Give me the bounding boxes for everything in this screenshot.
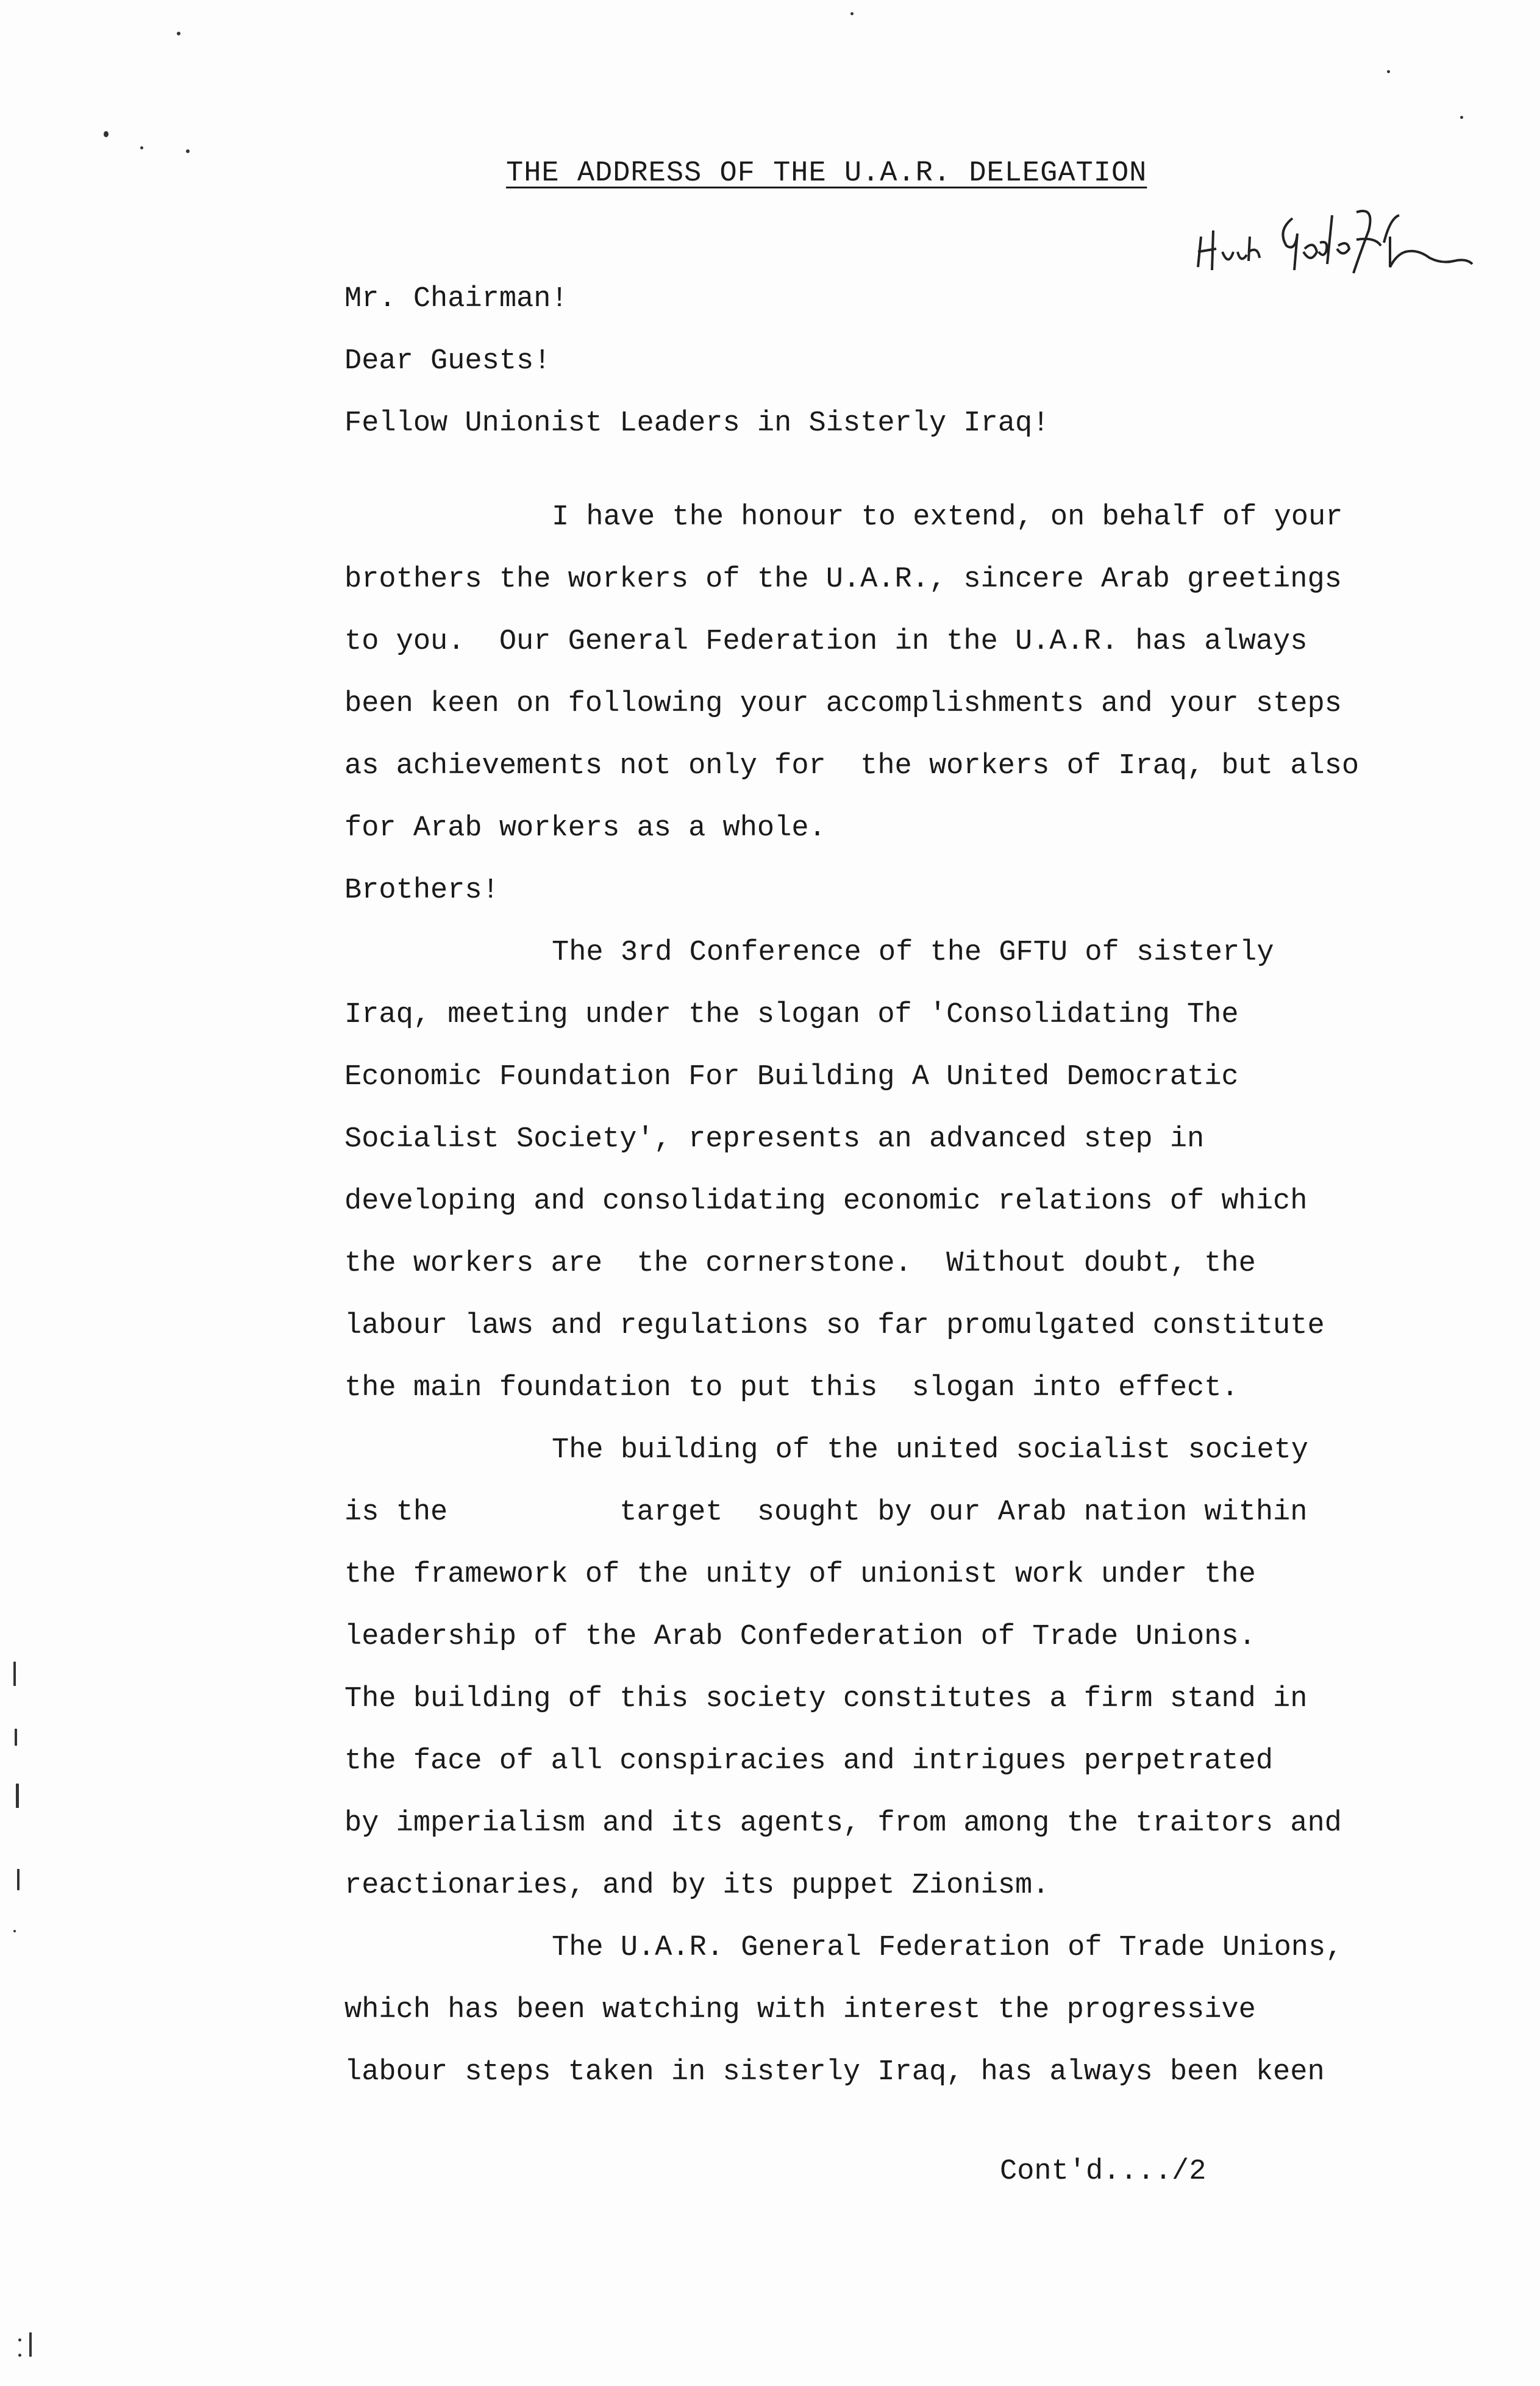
salutation-unionist-leaders: Fellow Unionist Leaders in Sisterly Iraq! xyxy=(344,407,1050,440)
paragraph-2-line: Socialist Society', represents an advanced step in xyxy=(344,1123,1205,1155)
scan-speck xyxy=(140,146,143,149)
paragraph-1-line: to you. Our General Federation in the U.A.R. has always xyxy=(344,626,1308,658)
brothers-salutation: Brothers! xyxy=(344,874,499,907)
scan-speck xyxy=(104,131,109,137)
paragraph-4-line: The U.A.R. General Federation of Trade Unions, xyxy=(552,1932,1343,1964)
paragraph-3-line: the framework of the unity of unionist work under the xyxy=(344,1559,1256,1591)
scan-speck xyxy=(177,32,180,35)
letter-body xyxy=(344,268,1460,2104)
document-title: THE ADDRESS OF THE U.A.R. DELEGATION xyxy=(506,157,1147,190)
paragraph-1-line: for Arab workers as a whole. xyxy=(344,812,826,845)
scan-speck xyxy=(13,1930,16,1932)
paragraph-3-line: by imperialism and its agents, from among the traitors and xyxy=(344,1807,1342,1840)
salutation-chairman: Mr. Chairman! xyxy=(344,283,568,315)
scan-speck xyxy=(850,12,854,15)
paragraph-1-line: I have the honour to extend, on behalf of your xyxy=(552,501,1343,534)
scan-speck xyxy=(186,149,190,153)
paragraph-4-line: which has been watching with interest the progressive xyxy=(344,1994,1256,2026)
paragraph-3-line: the face of all conspiracies and intrigues perpetrated xyxy=(344,1745,1274,1777)
paragraph-2-line: Iraq, meeting under the slogan of 'Consolidating The xyxy=(344,999,1239,1031)
scan-speck xyxy=(17,1869,20,1890)
paragraph-2-line: developing and consolidating economic relations of which xyxy=(344,1185,1308,1218)
salutation-guests: Dear Guests! xyxy=(344,345,551,377)
scan-speck xyxy=(16,1784,19,1808)
continuation-note: Cont'd..../2 xyxy=(1000,2156,1207,2188)
paragraph-1-line: been keen on following your accomplishments and your steps xyxy=(344,688,1342,720)
paragraph-3-line: is the target sought by our Arab nation within xyxy=(344,1496,1308,1529)
paragraph-2-line: the main foundation to put this slogan into effect. xyxy=(344,1372,1239,1404)
paragraph-2-line: labour laws and regulations so far promulgated constitute xyxy=(344,1310,1325,1342)
paragraph-2-line: the workers are the cornerstone. Without doubt, the xyxy=(344,1248,1256,1280)
paragraph-3-line: The building of this society constitutes a firm stand in xyxy=(344,1683,1308,1715)
paragraph-2-line: Economic Foundation For Building A United Democratic xyxy=(344,1061,1239,1093)
scan-speck xyxy=(29,2332,32,2357)
scan-speck xyxy=(18,2354,21,2357)
paragraph-3-line: leadership of the Arab Confederation of Trade Unions. xyxy=(344,1621,1256,1653)
paragraph-1-line: brothers the workers of the U.A.R., sincere Arab greetings xyxy=(344,563,1342,596)
paragraph-4-line: labour steps taken in sisterly Iraq, has always been keen xyxy=(344,2056,1325,2088)
paragraph-1-line: as achievements not only for the workers of Iraq, but also xyxy=(344,750,1360,782)
paragraph-2-line: The 3rd Conference of the GFTU of sisterly xyxy=(552,937,1274,969)
scan-speck xyxy=(18,2338,21,2341)
paragraph-3-line: The building of the united socialist society xyxy=(552,1434,1309,1466)
paragraph-3-line: reactionaries, and by its puppet Zionism. xyxy=(344,1870,1050,1902)
scan-speck xyxy=(1387,70,1390,73)
scan-speck xyxy=(15,1729,17,1746)
scan-speck xyxy=(1460,116,1463,119)
scan-speck xyxy=(13,1662,16,1686)
